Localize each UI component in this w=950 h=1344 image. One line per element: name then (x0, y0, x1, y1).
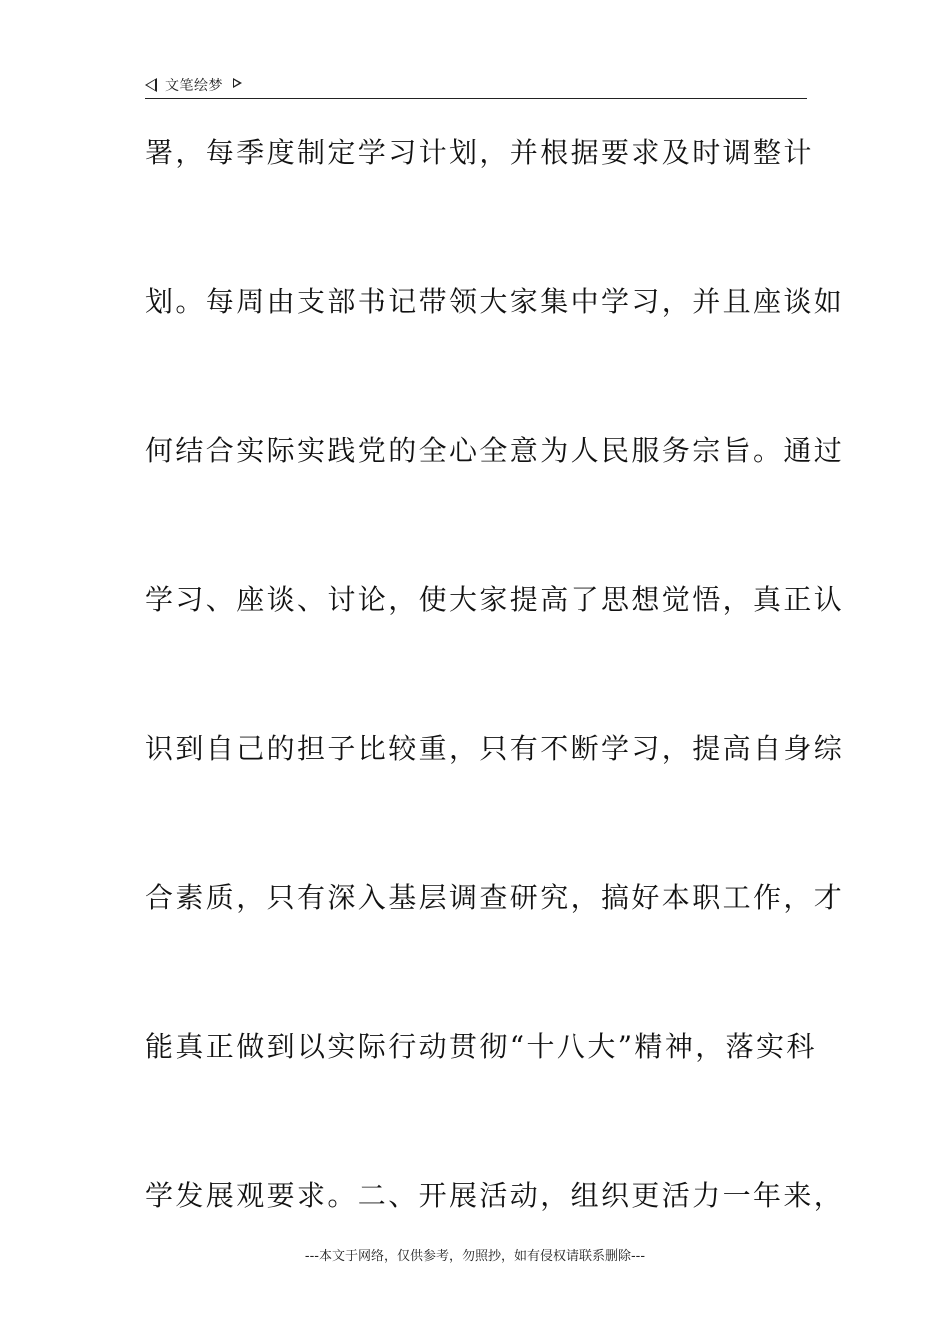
triangle-right-outline-icon (233, 78, 242, 88)
body-line: 何结合实际实践党的全心全意为人民服务宗旨。通过 (145, 434, 845, 467)
page-footer: ---本文于网络，仅供参考，勿照抄，如有侵权请联系删除--- (304, 1249, 646, 1264)
body-line: 能真正做到以实际行动贯彻“十八大”精神，落实科 (145, 1030, 817, 1063)
header-title: 文笔绘梦 (165, 78, 223, 94)
body-line: 署，每季度制定学习计划，并根据要求及时调整计 (145, 136, 814, 169)
triangle-left-outline-icon (145, 78, 157, 92)
body-line: 识到自己的担子比较重，只有不断学习，提高自身综 (145, 732, 845, 765)
body-line: 学习、座谈、讨论，使大家提高了思想觉悟，真正认 (145, 583, 845, 616)
body-line: 学发展观要求。二、开展活动，组织更活力一年来， (145, 1179, 845, 1212)
page-header (145, 72, 807, 99)
body-line: 划。每周由支部书记带领大家集中学习，并且座谈如 (145, 285, 845, 318)
body-line: 合素质，只有深入基层调查研究，搞好本职工作，才 (145, 881, 845, 914)
